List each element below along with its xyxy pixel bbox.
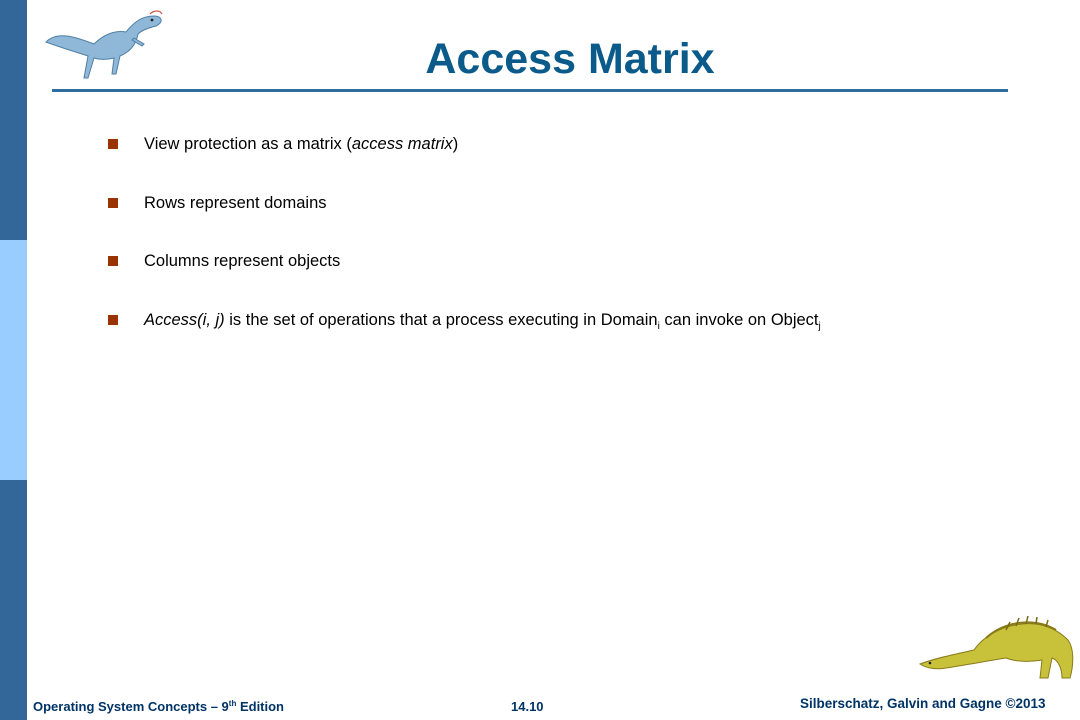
bullet-text: [144, 191, 327, 215]
left-sidebar: [0, 0, 27, 720]
bullet-text-part: is the set of operations that a process executing in Domain: [224, 310, 658, 329]
bullet-list: [104, 130, 1044, 364]
sidebar-band-middle: [0, 240, 27, 480]
bullet-text-part: can invoke on Object: [659, 310, 819, 329]
bullet-text-part: View protection as a matrix (: [144, 135, 352, 153]
footer-page-number: 14.10: [511, 699, 544, 714]
slide-footer: [0, 680, 1080, 720]
bullet-text-italic: Access(i, j): [144, 310, 225, 329]
footer-book-title-suffix: Edition: [236, 699, 285, 714]
footer-copyright: Silberschatz, Galvin and Gagne ©2013: [800, 696, 1046, 711]
bullet-text-italic: access matrix: [351, 135, 453, 153]
bullet-text-subscript: i: [657, 320, 660, 332]
square-bullet-icon: [108, 198, 118, 208]
dinosaur-logo-icon: [38, 4, 166, 90]
title-underline: [52, 89, 1008, 92]
square-bullet-icon: [108, 139, 118, 149]
bullet-item: [104, 130, 1044, 189]
sidebar-band-top: [0, 0, 27, 240]
footer-book-title-superscript: th: [228, 699, 237, 708]
bullet-text-part: ): [452, 135, 459, 153]
footer-book-title: [33, 699, 284, 714]
bullet-item: [104, 189, 1044, 248]
footer-book-title-prefix: Operating System Concepts – 9: [33, 699, 229, 714]
square-bullet-icon: [108, 256, 118, 266]
bullet-text: [144, 308, 821, 332]
bullet-text: [144, 132, 458, 156]
bullet-text: [144, 249, 340, 273]
bullet-text-part: Columns represent objects: [144, 252, 341, 270]
bullet-text-part: Rows represent domains: [144, 193, 327, 212]
bullet-item: [104, 247, 1044, 306]
bullet-text-subscript: j: [818, 320, 821, 332]
square-bullet-icon: [108, 315, 118, 325]
bullet-item: [104, 306, 1044, 365]
slide-title: Access Matrix: [425, 35, 715, 83]
dinosaur-logo-icon: [916, 608, 1076, 682]
